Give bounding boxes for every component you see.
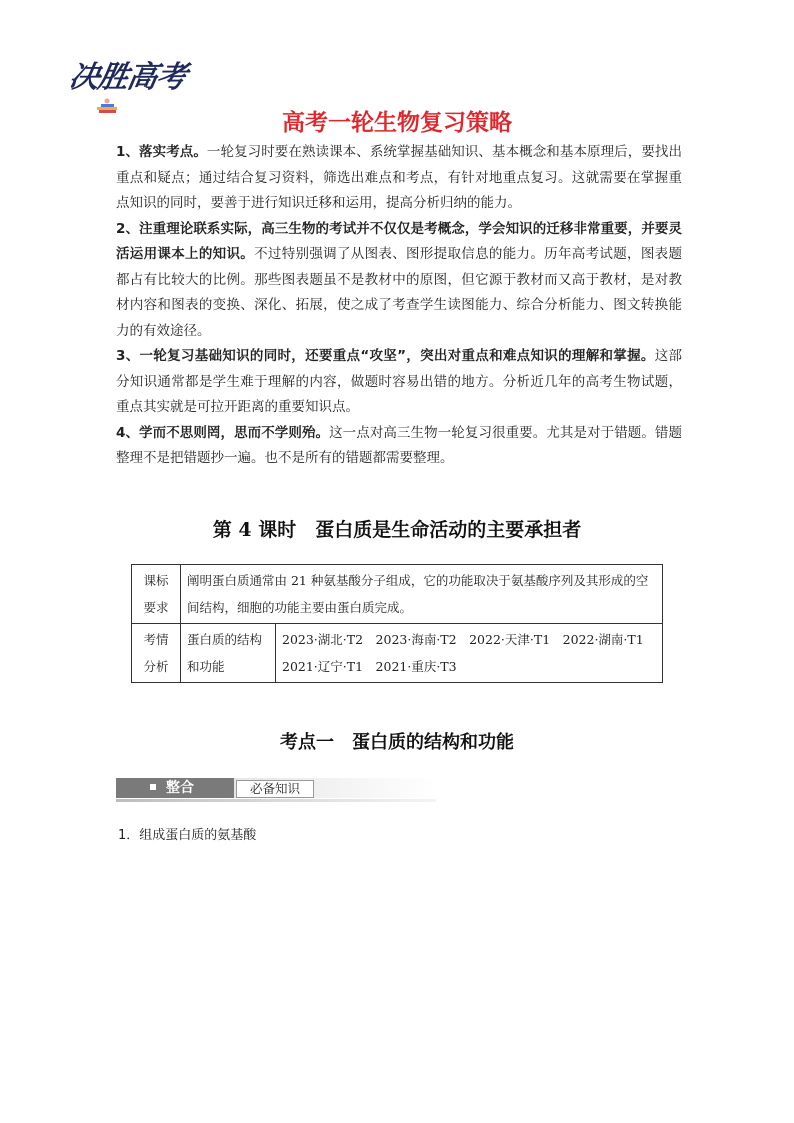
section-bar-divider [116,799,436,802]
tip-4 [116,421,682,472]
row-header: 课标要求 [132,565,181,624]
curriculum-requirement: 阐明蛋白质通常由 21 种氨基酸分子组成，它的功能取决于氨基酸序列及其形成的空间结构，细胞的功能主要由蛋白质完成。 [181,565,663,624]
lesson-title: 第 4 课时 蛋白质是生命活动的主要承担者 [212,519,582,541]
row-header: 考情分析 [132,624,181,683]
tip-text: 这部分知识通常都是学生难于理解的内容，做题时容易出错的地方。分析近几年的高考生物试题，重点其实就是可拉开距离的重要知识点。 [116,348,683,415]
tip-2 [116,217,682,345]
tip-text: 一轮复习时要在熟读课本、系统掌握基础知识、基本概念和基本原理后，要找出重点和疑点；通过结合复习资料，筛选出难点和考点，有针对地重点复习。这就需要在掌握重点知识的同时，要善于进行知识迁移和运用，提高分析归纳的能力。 [116,144,682,211]
tip-lead: 3、一轮复习基础知识的同时，还要重点“攻坚”，突出对重点和难点知识的理解和掌握。 [116,348,655,364]
exam-topic: 蛋白质的结构和功能 [181,624,276,683]
tip-lead: 1、落实考点。 [116,144,207,160]
list-item: 1．组成蛋白质的氨基酸 [118,828,257,843]
tip-text: 这一点对高三生物一轮复习很重要。尤其是对于错题。错题整理不是把错题抄一遍。也不是所有的错题都需要整理。 [116,424,682,466]
tips [116,140,682,472]
exam-line: 2021·辽宁·T1 2021·重庆·T3 [282,659,457,674]
tip-1 [116,140,682,217]
info-table [131,564,663,683]
section-bar-label [116,778,234,798]
logo-text: 决胜高考 [66,60,189,95]
tip-3 [116,344,682,421]
square-bullet-icon [150,784,156,790]
table-row [132,624,663,683]
tip-lead: 2、注重理论联系实际，高三生物的考试并不仅仅是考概念，学会知识的迁移非常重要，并要灵活运用课本上的知识。 [116,220,682,262]
exam-line: 2023·湖北·T2 2023·海南·T2 2022·天津·T1 2022·湖南·T1 [282,632,644,647]
table-row [132,565,663,624]
exam-list [276,624,663,683]
section-bar-text: 整合 [166,780,194,796]
strategy-title: 高考一轮生物复习策略 [282,110,512,136]
section-title: 考点一 蛋白质的结构和功能 [280,732,514,753]
tip-lead: 4、学而不思则罔，思而不学则殆。 [116,424,330,441]
section-bar-tab: 必备知识 [236,780,314,798]
tip-text: 不过特别强调了从图表、图形提取信息的能力。历年高考试题，图表题都占有比较大的比例。那些图表题虽不是教材中的原图，但它源于教材而又高于教材，是对教材内容和图表的变换、深化、拓展，使之成了考查学生读图能力、综合分析能力、图文转换能力的有效途径。 [116,246,682,339]
